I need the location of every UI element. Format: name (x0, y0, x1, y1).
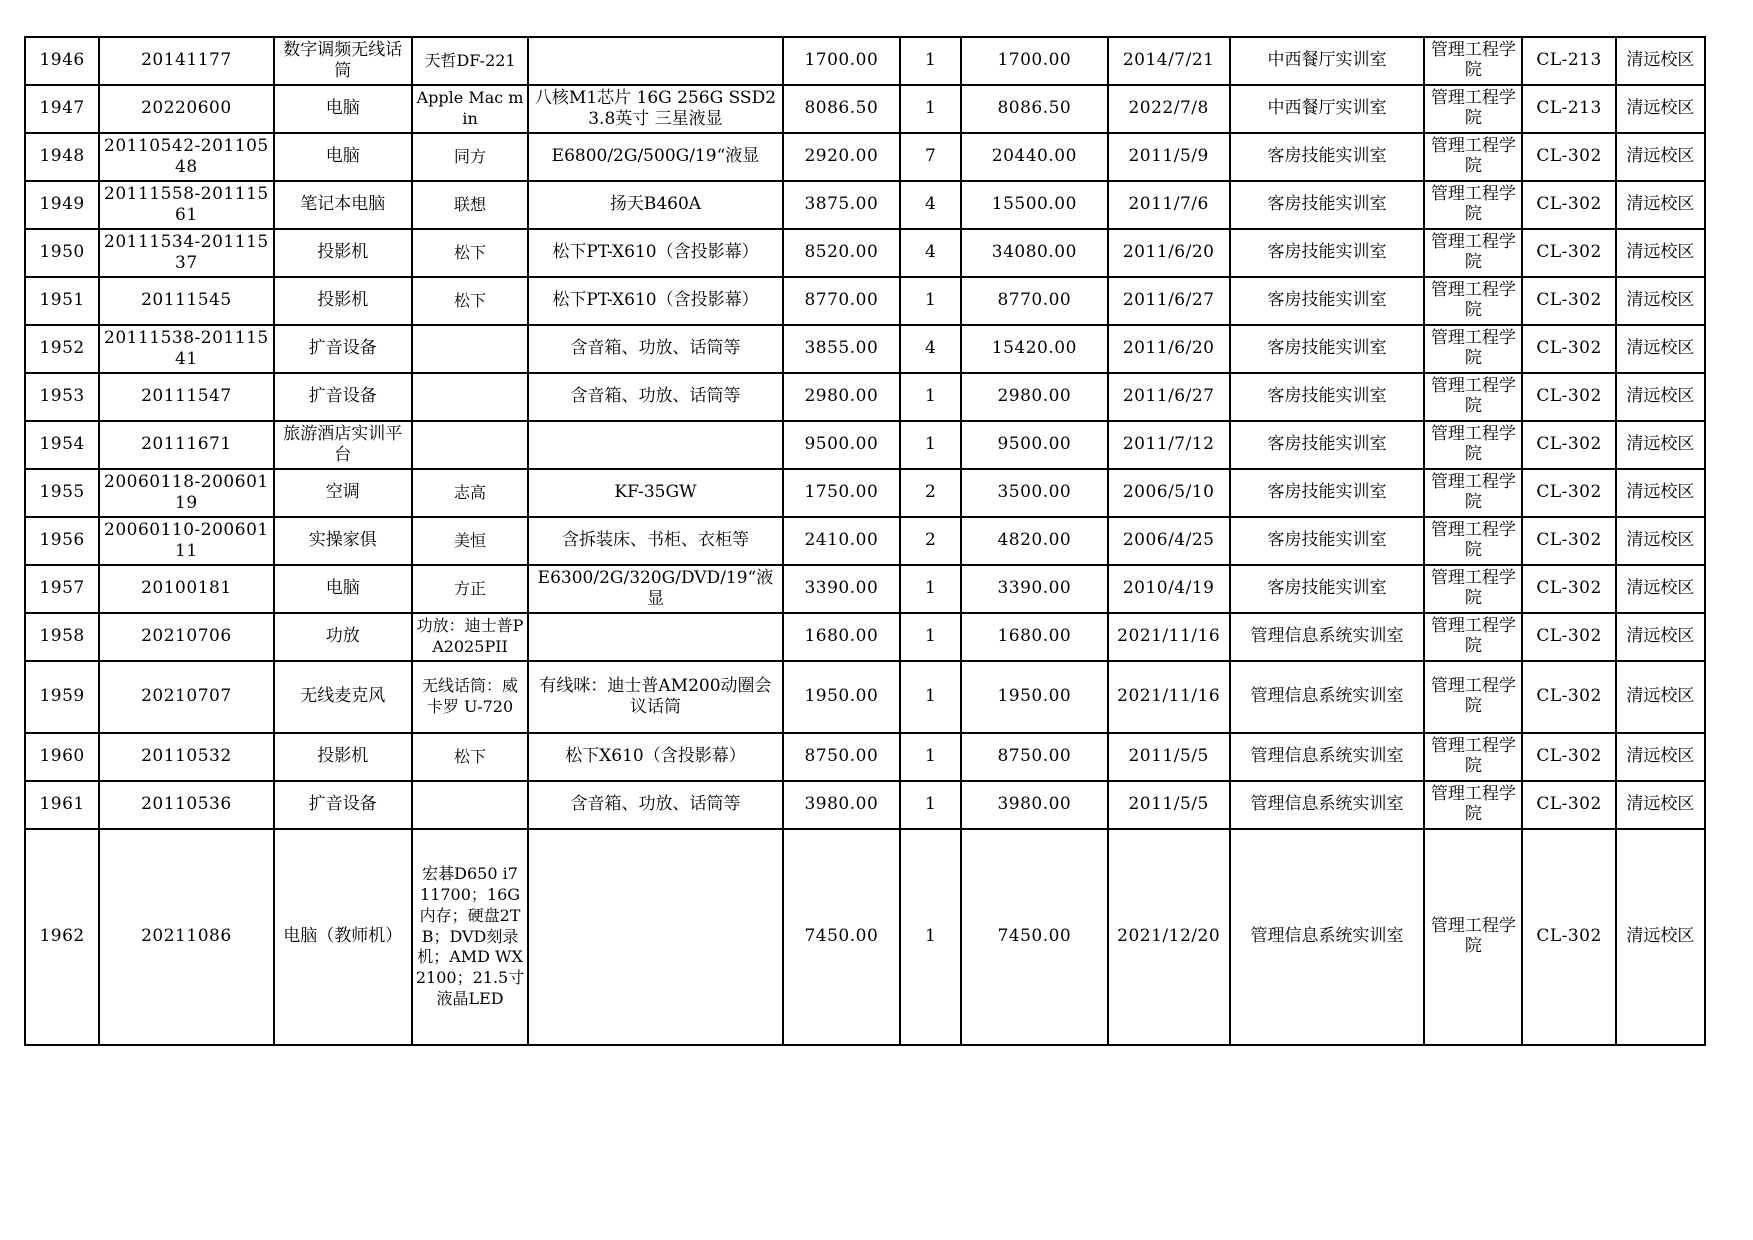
table-row (25, 517, 1705, 565)
cell-brand: 松下 (412, 229, 528, 277)
cell-qty: 1 (900, 829, 961, 1045)
cell-brand: 同方 (412, 133, 528, 181)
cell-spec: 松下PT-X610（含投影幕） (528, 229, 783, 277)
cell-spec: E6800/2G/500G/19“液显 (528, 133, 783, 181)
cell-unit-price: 8770.00 (783, 277, 900, 325)
cell-room: 中西餐厅实训室 (1230, 37, 1424, 85)
cell-spec: 扬天B460A (528, 181, 783, 229)
cell-asset-no: 20111545 (99, 277, 273, 325)
cell-name: 电脑 (274, 565, 412, 613)
cell-total: 3500.00 (961, 469, 1107, 517)
cell-asset-no: 20141177 (99, 37, 273, 85)
cell-room: 中西餐厅实训室 (1230, 85, 1424, 133)
cell-dept: 管理工程学院 (1424, 517, 1522, 565)
cell-unit-price: 1680.00 (783, 613, 900, 661)
cell-campus: 清远校区 (1616, 325, 1705, 373)
cell-name: 功放 (274, 613, 412, 661)
table-body (25, 37, 1705, 1045)
cell-asset-no: 20210707 (99, 661, 273, 733)
cell-asset-no: 20111671 (99, 421, 273, 469)
table-row (25, 133, 1705, 181)
cell-qty: 7 (900, 133, 961, 181)
cell-room: 客房技能实训室 (1230, 229, 1424, 277)
cell-brand: 宏碁D650 i7 11700；16G内存；硬盘2TB；DVD刻录机；AMD WX2100；21.5寸液晶LED (412, 829, 528, 1045)
cell-dept: 管理工程学院 (1424, 469, 1522, 517)
cell-room-code: CL-302 (1522, 421, 1615, 469)
table-row (25, 781, 1705, 829)
cell-room: 客房技能实训室 (1230, 277, 1424, 325)
cell-brand (412, 325, 528, 373)
cell-room-code: CL-302 (1522, 325, 1615, 373)
cell-qty: 4 (900, 325, 961, 373)
table-row (25, 565, 1705, 613)
cell-name: 无线麦克风 (274, 661, 412, 733)
cell-room-code: CL-302 (1522, 181, 1615, 229)
cell-unit-price: 1700.00 (783, 37, 900, 85)
cell-date: 2011/6/27 (1108, 277, 1230, 325)
cell-qty: 2 (900, 469, 961, 517)
cell-no: 1948 (25, 133, 99, 181)
cell-unit-price: 3875.00 (783, 181, 900, 229)
cell-no: 1955 (25, 469, 99, 517)
cell-spec: 含音箱、功放、话筒等 (528, 781, 783, 829)
cell-spec: E6300/2G/320G/DVD/19“液显 (528, 565, 783, 613)
cell-total: 8086.50 (961, 85, 1107, 133)
cell-asset-no: 20110532 (99, 733, 273, 781)
cell-qty: 1 (900, 421, 961, 469)
table-row (25, 421, 1705, 469)
cell-asset-no: 20211086 (99, 829, 273, 1045)
cell-unit-price: 3390.00 (783, 565, 900, 613)
cell-room: 管理信息系统实训室 (1230, 733, 1424, 781)
cell-no: 1954 (25, 421, 99, 469)
cell-campus: 清远校区 (1616, 781, 1705, 829)
cell-brand: 松下 (412, 277, 528, 325)
cell-no: 1956 (25, 517, 99, 565)
cell-unit-price: 9500.00 (783, 421, 900, 469)
cell-no: 1947 (25, 85, 99, 133)
cell-unit-price: 7450.00 (783, 829, 900, 1045)
cell-date: 2011/5/5 (1108, 733, 1230, 781)
cell-qty: 1 (900, 85, 961, 133)
cell-room: 管理信息系统实训室 (1230, 829, 1424, 1045)
cell-total: 15420.00 (961, 325, 1107, 373)
cell-name: 电脑（教师机） (274, 829, 412, 1045)
cell-dept: 管理工程学院 (1424, 733, 1522, 781)
cell-unit-price: 3855.00 (783, 325, 900, 373)
cell-date: 2021/12/20 (1108, 829, 1230, 1045)
cell-brand: 无线话筒：威卡罗 U-720 (412, 661, 528, 733)
cell-date: 2011/6/20 (1108, 325, 1230, 373)
cell-room: 客房技能实训室 (1230, 517, 1424, 565)
cell-campus: 清远校区 (1616, 229, 1705, 277)
cell-spec: KF-35GW (528, 469, 783, 517)
cell-brand: 天哲DF-221 (412, 37, 528, 85)
cell-no: 1961 (25, 781, 99, 829)
cell-room-code: CL-302 (1522, 229, 1615, 277)
table-row (25, 85, 1705, 133)
cell-total: 20440.00 (961, 133, 1107, 181)
cell-asset-no: 20111558-20111561 (99, 181, 273, 229)
cell-room: 客房技能实训室 (1230, 469, 1424, 517)
cell-room-code: CL-302 (1522, 565, 1615, 613)
cell-qty: 1 (900, 733, 961, 781)
cell-brand (412, 373, 528, 421)
table-row (25, 325, 1705, 373)
cell-name: 数字调频无线话筒 (274, 37, 412, 85)
cell-name: 笔记本电脑 (274, 181, 412, 229)
cell-asset-no: 20111534-20111537 (99, 229, 273, 277)
table-row (25, 37, 1705, 85)
cell-room: 客房技能实训室 (1230, 421, 1424, 469)
cell-date: 2006/5/10 (1108, 469, 1230, 517)
cell-unit-price: 2980.00 (783, 373, 900, 421)
cell-campus: 清远校区 (1616, 661, 1705, 733)
cell-dept: 管理工程学院 (1424, 277, 1522, 325)
cell-name: 投影机 (274, 229, 412, 277)
cell-dept: 管理工程学院 (1424, 421, 1522, 469)
cell-name: 投影机 (274, 733, 412, 781)
cell-dept: 管理工程学院 (1424, 781, 1522, 829)
cell-qty: 1 (900, 565, 961, 613)
cell-campus: 清远校区 (1616, 277, 1705, 325)
cell-room: 管理信息系统实训室 (1230, 613, 1424, 661)
cell-name: 实操家俱 (274, 517, 412, 565)
cell-date: 2006/4/25 (1108, 517, 1230, 565)
cell-dept: 管理工程学院 (1424, 37, 1522, 85)
cell-asset-no: 20110542-20110548 (99, 133, 273, 181)
cell-total: 1950.00 (961, 661, 1107, 733)
cell-asset-no: 20060110-20060111 (99, 517, 273, 565)
cell-date: 2011/5/9 (1108, 133, 1230, 181)
cell-brand: 功放：迪士普PA2025PII (412, 613, 528, 661)
table-row (25, 829, 1705, 1045)
cell-brand (412, 421, 528, 469)
cell-room-code: CL-302 (1522, 517, 1615, 565)
cell-unit-price: 2920.00 (783, 133, 900, 181)
cell-room: 客房技能实训室 (1230, 325, 1424, 373)
cell-no: 1951 (25, 277, 99, 325)
cell-no: 1950 (25, 229, 99, 277)
cell-asset-no: 20111538-20111541 (99, 325, 273, 373)
cell-unit-price: 3980.00 (783, 781, 900, 829)
table-row (25, 181, 1705, 229)
cell-spec (528, 421, 783, 469)
cell-dept: 管理工程学院 (1424, 229, 1522, 277)
cell-qty: 1 (900, 613, 961, 661)
cell-no: 1952 (25, 325, 99, 373)
cell-campus: 清远校区 (1616, 829, 1705, 1045)
cell-room: 管理信息系统实训室 (1230, 781, 1424, 829)
cell-qty: 1 (900, 781, 961, 829)
cell-total: 7450.00 (961, 829, 1107, 1045)
cell-total: 8750.00 (961, 733, 1107, 781)
cell-room-code: CL-302 (1522, 613, 1615, 661)
cell-date: 2011/7/12 (1108, 421, 1230, 469)
cell-campus: 清远校区 (1616, 85, 1705, 133)
cell-qty: 2 (900, 517, 961, 565)
cell-brand: Apple Mac min (412, 85, 528, 133)
cell-unit-price: 1750.00 (783, 469, 900, 517)
cell-brand: 联想 (412, 181, 528, 229)
cell-spec (528, 37, 783, 85)
cell-date: 2011/6/20 (1108, 229, 1230, 277)
cell-asset-no: 20210706 (99, 613, 273, 661)
cell-date: 2011/7/6 (1108, 181, 1230, 229)
cell-campus: 清远校区 (1616, 613, 1705, 661)
table-row (25, 469, 1705, 517)
cell-dept: 管理工程学院 (1424, 829, 1522, 1045)
cell-spec: 松下X610（含投影幕） (528, 733, 783, 781)
cell-room-code: CL-302 (1522, 277, 1615, 325)
table-row (25, 229, 1705, 277)
cell-room-code: CL-302 (1522, 733, 1615, 781)
cell-campus: 清远校区 (1616, 373, 1705, 421)
cell-campus: 清远校区 (1616, 37, 1705, 85)
cell-spec (528, 613, 783, 661)
cell-campus: 清远校区 (1616, 133, 1705, 181)
cell-room-code: CL-302 (1522, 469, 1615, 517)
cell-unit-price: 8520.00 (783, 229, 900, 277)
cell-total: 9500.00 (961, 421, 1107, 469)
cell-campus: 清远校区 (1616, 517, 1705, 565)
cell-date: 2021/11/16 (1108, 613, 1230, 661)
cell-date: 2010/4/19 (1108, 565, 1230, 613)
cell-dept: 管理工程学院 (1424, 613, 1522, 661)
cell-no: 1946 (25, 37, 99, 85)
cell-total: 4820.00 (961, 517, 1107, 565)
cell-spec: 八核M1芯片 16G 256G SSD23.8英寸 三星液显 (528, 85, 783, 133)
cell-qty: 4 (900, 181, 961, 229)
cell-asset-no: 20220600 (99, 85, 273, 133)
cell-no: 1949 (25, 181, 99, 229)
cell-unit-price: 2410.00 (783, 517, 900, 565)
cell-brand (412, 781, 528, 829)
cell-room: 客房技能实训室 (1230, 565, 1424, 613)
cell-room-code: CL-302 (1522, 661, 1615, 733)
cell-campus: 清远校区 (1616, 565, 1705, 613)
cell-total: 3980.00 (961, 781, 1107, 829)
cell-spec (528, 829, 783, 1045)
cell-no: 1960 (25, 733, 99, 781)
cell-dept: 管理工程学院 (1424, 181, 1522, 229)
table-row (25, 733, 1705, 781)
cell-room-code: CL-213 (1522, 85, 1615, 133)
cell-campus: 清远校区 (1616, 181, 1705, 229)
cell-no: 1958 (25, 613, 99, 661)
cell-total: 2980.00 (961, 373, 1107, 421)
cell-name: 扩音设备 (274, 373, 412, 421)
cell-total: 15500.00 (961, 181, 1107, 229)
table-row (25, 661, 1705, 733)
cell-name: 投影机 (274, 277, 412, 325)
cell-date: 2011/6/27 (1108, 373, 1230, 421)
cell-room: 客房技能实训室 (1230, 133, 1424, 181)
cell-unit-price: 1950.00 (783, 661, 900, 733)
cell-no: 1959 (25, 661, 99, 733)
cell-date: 2021/11/16 (1108, 661, 1230, 733)
cell-date: 2011/5/5 (1108, 781, 1230, 829)
cell-dept: 管理工程学院 (1424, 373, 1522, 421)
cell-room: 客房技能实训室 (1230, 181, 1424, 229)
cell-name: 扩音设备 (274, 325, 412, 373)
cell-qty: 1 (900, 277, 961, 325)
cell-name: 空调 (274, 469, 412, 517)
cell-asset-no: 20060118-20060119 (99, 469, 273, 517)
cell-spec: 松下PT-X610（含投影幕） (528, 277, 783, 325)
cell-total: 1680.00 (961, 613, 1107, 661)
cell-total: 34080.00 (961, 229, 1107, 277)
cell-room-code: CL-213 (1522, 37, 1615, 85)
cell-total: 1700.00 (961, 37, 1107, 85)
cell-spec: 有线咪：迪士普AM200动圈会议话筒 (528, 661, 783, 733)
cell-dept: 管理工程学院 (1424, 565, 1522, 613)
cell-qty: 1 (900, 37, 961, 85)
table-row (25, 373, 1705, 421)
cell-campus: 清远校区 (1616, 421, 1705, 469)
cell-name: 旅游酒店实训平台 (274, 421, 412, 469)
cell-dept: 管理工程学院 (1424, 133, 1522, 181)
cell-unit-price: 8086.50 (783, 85, 900, 133)
cell-room-code: CL-302 (1522, 373, 1615, 421)
cell-qty: 4 (900, 229, 961, 277)
cell-asset-no: 20111547 (99, 373, 273, 421)
cell-brand: 志高 (412, 469, 528, 517)
cell-no: 1957 (25, 565, 99, 613)
cell-asset-no: 20100181 (99, 565, 273, 613)
cell-room: 客房技能实训室 (1230, 373, 1424, 421)
cell-unit-price: 8750.00 (783, 733, 900, 781)
cell-dept: 管理工程学院 (1424, 325, 1522, 373)
cell-brand: 方正 (412, 565, 528, 613)
cell-brand: 松下 (412, 733, 528, 781)
cell-campus: 清远校区 (1616, 469, 1705, 517)
cell-campus: 清远校区 (1616, 733, 1705, 781)
asset-table (24, 36, 1706, 1046)
cell-room: 管理信息系统实训室 (1230, 661, 1424, 733)
cell-room-code: CL-302 (1522, 133, 1615, 181)
cell-total: 3390.00 (961, 565, 1107, 613)
cell-dept: 管理工程学院 (1424, 661, 1522, 733)
cell-total: 8770.00 (961, 277, 1107, 325)
cell-date: 2022/7/8 (1108, 85, 1230, 133)
cell-room-code: CL-302 (1522, 781, 1615, 829)
cell-room-code: CL-302 (1522, 829, 1615, 1045)
cell-name: 扩音设备 (274, 781, 412, 829)
cell-no: 1953 (25, 373, 99, 421)
cell-no: 1962 (25, 829, 99, 1045)
cell-spec: 含音箱、功放、话筒等 (528, 373, 783, 421)
cell-asset-no: 20110536 (99, 781, 273, 829)
cell-qty: 1 (900, 661, 961, 733)
table-row (25, 277, 1705, 325)
cell-dept: 管理工程学院 (1424, 85, 1522, 133)
cell-date: 2014/7/21 (1108, 37, 1230, 85)
cell-brand: 美恒 (412, 517, 528, 565)
cell-name: 电脑 (274, 85, 412, 133)
cell-spec: 含音箱、功放、话筒等 (528, 325, 783, 373)
cell-qty: 1 (900, 373, 961, 421)
cell-name: 电脑 (274, 133, 412, 181)
cell-spec: 含拆装床、书柜、衣柜等 (528, 517, 783, 565)
table-row (25, 613, 1705, 661)
